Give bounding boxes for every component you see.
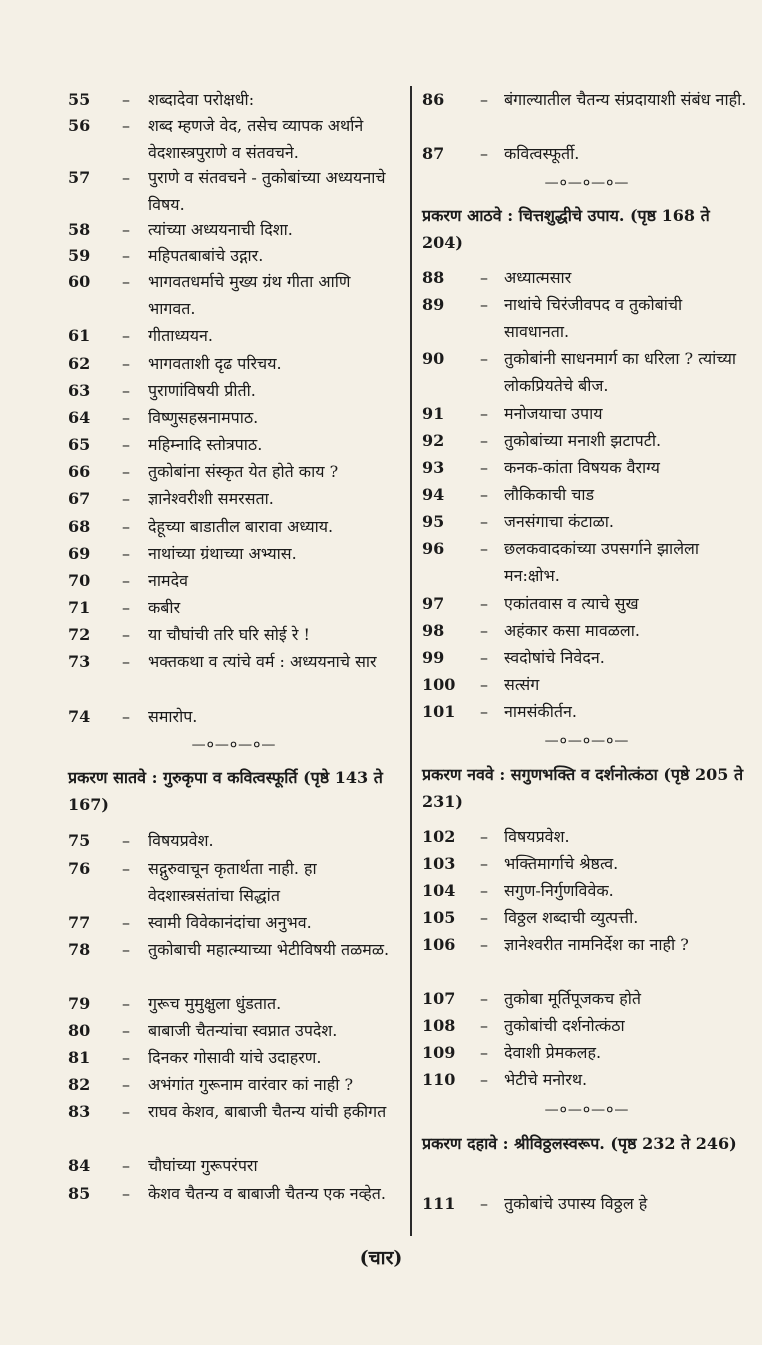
entry-number: 60 [68, 272, 91, 291]
entry-dash: – [122, 381, 130, 400]
entry-dash: – [480, 144, 488, 163]
toc-entry [68, 1044, 400, 1071]
toc-entry [422, 1066, 752, 1093]
entry-dash: – [480, 90, 488, 109]
entry-number: 89 [422, 295, 445, 314]
entry-number: 100 [422, 675, 456, 694]
entry-number: 65 [68, 435, 91, 454]
toc-entry [68, 703, 400, 730]
toc-entry [422, 427, 752, 454]
entry-text: सद्गुरुवाचून कृतार्थता नाही. हा वेदशास्त्रसंतांचा सिद्धांत [148, 859, 317, 905]
entry-dash: – [122, 831, 130, 850]
entry-dash: – [480, 512, 488, 531]
entry-text: तुकोबाची महात्म्याच्या भेटीविषयी तळमळ. [148, 940, 390, 959]
entry-dash: – [480, 431, 488, 450]
entry-number: 55 [68, 90, 91, 109]
entry-dash: – [480, 648, 488, 667]
toc-entry [68, 594, 400, 621]
toc-entry [422, 454, 752, 481]
entry-dash: – [122, 859, 130, 878]
entry-text: या चौघांची तरि घरि सोई रे ! [148, 625, 310, 644]
toc-entry [422, 1039, 752, 1066]
entry-text: पुराणे व संतवचने - तुकोबांच्या अध्ययनाचे विषय. [148, 168, 386, 214]
toc-entry [68, 404, 400, 431]
toc-entry [68, 458, 400, 485]
entry-number: 93 [422, 458, 445, 477]
entry-number: 63 [68, 381, 91, 400]
entry-number: 83 [68, 1102, 91, 1121]
entry-text: गुरूच मुमुक्षुला धुंडतात. [148, 994, 282, 1013]
toc-entry [422, 481, 752, 508]
toc-entry [68, 164, 400, 218]
toc-entry [422, 671, 752, 698]
entry-dash: – [480, 675, 488, 694]
entry-dash: – [122, 652, 130, 671]
toc-entry [422, 535, 752, 589]
toc-entry [422, 345, 752, 399]
entry-text: भक्तिमार्गाचे श्रेष्ठत्व. [504, 854, 619, 873]
entry-number: 101 [422, 702, 456, 721]
entry-text: नाथांच्या ग्रंथाच्या अभ्यास. [148, 544, 297, 563]
toc-entry [68, 216, 400, 243]
entry-number: 80 [68, 1021, 91, 1040]
entry-text: विषयप्रवेश. [148, 831, 214, 850]
entry-number: 107 [422, 989, 456, 1008]
entry-number: 92 [422, 431, 445, 450]
entry-number: 78 [68, 940, 91, 959]
toc-entry [68, 268, 400, 322]
entry-text: छलकवादकांच्या उपसर्गाने झालेला मन:क्षोभ. [504, 539, 700, 585]
entry-number: 62 [68, 354, 91, 373]
toc-entry [68, 112, 400, 166]
entry-number: 104 [422, 881, 456, 900]
entry-number: 94 [422, 485, 445, 504]
entry-dash: – [122, 1156, 130, 1175]
toc-entry [422, 823, 752, 850]
chapter-heading: प्रकरण आठवे : चित्तशुद्धीचे उपाय. (पृष्ठ 168 ते 204) [422, 206, 710, 252]
entry-text: विष्णुसहस्रनामपाठ. [148, 408, 259, 427]
entry-number: 74 [68, 707, 91, 726]
entry-text: कनक-कांता विषयक वैराग्य [504, 458, 660, 477]
entry-text: तुकोबा मूर्तिपूजकच होते [504, 989, 642, 1008]
entry-dash: – [480, 908, 488, 927]
toc-entry [68, 648, 400, 675]
entry-text: समारोप. [148, 707, 198, 726]
entry-number: 111 [422, 1194, 456, 1213]
entry-dash: – [122, 90, 130, 109]
entry-number: 110 [422, 1070, 456, 1089]
entry-dash: – [122, 246, 130, 265]
entry-dash: – [480, 594, 488, 613]
entry-text: केशव चैतन्य व बाबाजी चैतन्य एक नव्हेत. [148, 1184, 386, 1203]
entry-number: 56 [68, 116, 91, 135]
chapter-heading: प्रकरण दहावे : श्रीविठ्ठलस्वरूप. (पृष्ठ 232 ते 246) [422, 1134, 737, 1153]
entry-text: शब्द म्हणजे वेद, तसेच व्यापक अर्थाने वेदशास्त्रपुराणे व संतवचने. [148, 116, 364, 162]
entry-dash: – [122, 1184, 130, 1203]
entry-number: 108 [422, 1016, 456, 1035]
entry-number: 106 [422, 935, 456, 954]
entry-dash: – [122, 462, 130, 481]
entry-number: 57 [68, 168, 91, 187]
entry-number: 95 [422, 512, 445, 531]
entry-text: पुराणांविषयी प्रीती. [148, 381, 256, 400]
entry-text: भागवताशी दृढ परिचय. [148, 354, 282, 373]
entry-dash: – [122, 571, 130, 590]
entry-dash: – [122, 598, 130, 617]
entry-dash: – [480, 881, 488, 900]
toc-entry [422, 590, 752, 617]
toc-entry [422, 617, 752, 644]
entry-number: 66 [68, 462, 91, 481]
chapter-heading: प्रकरण नववे : सगुणभक्ति व दर्शनोत्कंठा (पृष्ठे 205 ते 231) [422, 765, 744, 811]
toc-entry [68, 1152, 400, 1179]
entry-dash: – [480, 485, 488, 504]
section-separator: —०—०—०— [191, 737, 277, 753]
entry-number: 72 [68, 625, 91, 644]
entry-number: 61 [68, 326, 91, 345]
entry-dash: – [122, 489, 130, 508]
entry-text: नाथांचे चिरंजीवपद व तुकोबांची सावधानता. [504, 295, 683, 341]
toc-entry [422, 985, 752, 1012]
entry-number: 99 [422, 648, 445, 667]
toc-entry [422, 904, 752, 931]
entry-text: भागवतधर्माचे मुख्य ग्रंथ गीता आणि भागवत. [148, 272, 351, 318]
entry-number: 109 [422, 1043, 456, 1062]
entry-text: सत्संग [504, 675, 540, 694]
toc-entry [422, 1190, 752, 1217]
entry-text: बंगाल्यातील चैतन्य संप्रदायाशी संबंध नाही. [504, 90, 747, 109]
entry-number: 70 [68, 571, 91, 590]
toc-entry [68, 431, 400, 458]
entry-text: देवाशी प्रेमकलह. [504, 1043, 602, 1062]
toc-entry [68, 86, 400, 113]
entry-dash: – [480, 621, 488, 640]
entry-number: 85 [68, 1184, 91, 1203]
entry-number: 58 [68, 220, 91, 239]
toc-entry [68, 621, 400, 648]
entry-number: 97 [422, 594, 445, 613]
toc-entry [68, 1017, 400, 1044]
entry-number: 69 [68, 544, 91, 563]
column-divider [410, 86, 412, 1236]
entry-text: भेटीचे मनोरथ. [504, 1070, 588, 1089]
toc-entry [422, 850, 752, 877]
toc-entry [422, 877, 752, 904]
entry-dash: – [122, 408, 130, 427]
entry-dash: – [480, 1194, 488, 1213]
entry-number: 75 [68, 831, 91, 850]
toc-entry [68, 322, 400, 349]
entry-number: 71 [68, 598, 91, 617]
section-separator: —०—०—०— [544, 175, 630, 191]
entry-text: शब्दादेवा परोक्षधी: [148, 90, 255, 109]
entry-dash: – [480, 1043, 488, 1062]
entry-text: सगुण-निर्गुणविवेक. [504, 881, 614, 900]
entry-dash: – [480, 854, 488, 873]
toc-entry [422, 931, 752, 958]
section-separator: —०—०—०— [544, 733, 630, 749]
entry-dash: – [122, 1021, 130, 1040]
entry-number: 84 [68, 1156, 91, 1175]
entry-number: 82 [68, 1075, 91, 1094]
entry-number: 96 [422, 539, 445, 558]
entry-text: देहूच्या बाडातील बारावा अध्याय. [148, 517, 334, 536]
entry-text: ज्ञानेश्वरीत नामनिर्देश का नाही ? [504, 935, 689, 954]
toc-entry [68, 242, 400, 269]
entry-number: 64 [68, 408, 91, 427]
entry-text: राघव केशव, बाबाजी चैतन्य यांची हकीगत [148, 1102, 387, 1121]
section-separator: —०—०—०— [544, 1102, 630, 1118]
entry-dash: – [480, 1070, 488, 1089]
entry-number: 59 [68, 246, 91, 265]
entry-text: लौकिकाची चाड [504, 485, 595, 504]
entry-number: 68 [68, 517, 91, 536]
entry-number: 105 [422, 908, 456, 927]
page-number: (चार) [359, 1247, 403, 1269]
entry-dash: – [122, 435, 130, 454]
entry-text: तुकोबांची दर्शनोत्कंठा [504, 1016, 625, 1035]
toc-entry [68, 350, 400, 377]
entry-text: गीताध्ययन. [148, 326, 213, 345]
entry-dash: – [480, 295, 488, 314]
toc-entry [68, 909, 400, 936]
entry-dash: – [122, 326, 130, 345]
entry-dash: – [480, 989, 488, 1008]
toc-entry [422, 400, 752, 427]
entry-text: स्वदोषांचे निवेदन. [504, 648, 605, 667]
entry-text: नामसंकीर्तन. [504, 702, 577, 721]
entry-text: तुकोबांच्या मनाशी झटापटी. [504, 431, 662, 450]
entry-number: 76 [68, 859, 91, 878]
entry-text: दिनकर गोसावी यांचे उदाहरण. [148, 1048, 322, 1067]
toc-entry [422, 698, 752, 725]
entry-dash: – [480, 827, 488, 846]
entry-dash: – [122, 220, 130, 239]
entry-dash: – [122, 168, 130, 187]
entry-number: 103 [422, 854, 456, 873]
entry-dash: – [122, 116, 130, 135]
entry-text: अध्यात्मसार [504, 268, 572, 287]
toc-entry [68, 1180, 400, 1207]
toc-entry [422, 508, 752, 535]
entry-dash: – [480, 349, 488, 368]
toc-entry [422, 86, 752, 113]
entry-text: भक्तकथा व त्यांचे वर्म : अध्ययनाचे सार [148, 652, 377, 671]
toc-entry [68, 827, 400, 854]
entry-number: 88 [422, 268, 445, 287]
toc-entry [68, 936, 400, 963]
entry-text: स्वामी विवेकानंदांचा अनुभव. [148, 913, 312, 932]
entry-text: जनसंगाचा कंटाळा. [504, 512, 614, 531]
toc-entry [68, 990, 400, 1017]
entry-number: 79 [68, 994, 91, 1013]
entry-dash: – [122, 707, 130, 726]
entry-text: कवित्वस्फूर्ती. [504, 144, 580, 163]
toc-entry [422, 1012, 752, 1039]
toc-entry [68, 567, 400, 594]
entry-dash: – [480, 404, 488, 423]
entry-dash: – [480, 268, 488, 287]
entry-number: 73 [68, 652, 91, 671]
entry-text: महिपतबाबांचे उद्गार. [148, 246, 264, 265]
entry-dash: – [480, 702, 488, 721]
entry-number: 86 [422, 90, 445, 109]
entry-number: 67 [68, 489, 91, 508]
entry-dash: – [480, 458, 488, 477]
toc-entry [68, 485, 400, 512]
toc-entry [68, 855, 400, 909]
entry-dash: – [122, 272, 130, 291]
toc-entry [422, 264, 752, 291]
entry-text: विठ्ठल शब्दाची व्युत्पत्ती. [504, 908, 639, 927]
entry-text: मनोजयाचा उपाय [504, 404, 603, 423]
entry-dash: – [122, 913, 130, 932]
toc-entry [422, 291, 752, 345]
entry-text: त्यांच्या अध्ययनाची दिशा. [148, 220, 293, 239]
toc-entry [68, 377, 400, 404]
entry-text: नामदेव [148, 571, 188, 590]
entry-text: महिम्नादि स्तोत्रपाठ. [148, 435, 263, 454]
toc-entry [422, 140, 752, 167]
entry-text: अहंकार कसा मावळला. [504, 621, 640, 640]
entry-text: तुकोबांना संस्कृत येत होते काय ? [148, 462, 339, 481]
entry-text: ज्ञानेश्वरीशी समरसता. [148, 489, 274, 508]
entry-number: 91 [422, 404, 445, 423]
entry-dash: – [122, 1102, 130, 1121]
entry-text: चौघांच्या गुरूपरंपरा [148, 1156, 258, 1175]
entry-dash: – [122, 1048, 130, 1067]
entry-number: 90 [422, 349, 445, 368]
entry-text: एकांतवास व त्याचे सुख [504, 594, 639, 613]
entry-dash: – [122, 544, 130, 563]
entry-number: 98 [422, 621, 445, 640]
entry-dash: – [122, 1075, 130, 1094]
entry-text: तुकोबांचे उपास्य विठ्ठल हे [504, 1194, 648, 1213]
entry-text: बाबाजी चैतन्यांचा स्वप्नात उपदेश. [148, 1021, 338, 1040]
entry-dash: – [122, 517, 130, 536]
entry-number: 77 [68, 913, 91, 932]
chapter-heading: प्रकरण सातवे : गुरुकृपा व कवित्वस्फूर्ति (पृष्ठे 143 ते 167) [68, 768, 383, 814]
entry-dash: – [122, 994, 130, 1013]
entry-dash: – [122, 625, 130, 644]
entry-dash: – [480, 935, 488, 954]
toc-entry [68, 1071, 400, 1098]
toc-entry [422, 644, 752, 671]
toc-entry [68, 513, 400, 540]
entry-text: अभंगांत गुरूनाम वारंवार कां नाही ? [148, 1075, 354, 1094]
entry-number: 81 [68, 1048, 91, 1067]
entry-text: तुकोबांनी साधनमार्ग का धरिला ? त्यांच्या लोकप्रियतेचे बीज. [504, 349, 737, 395]
entry-number: 87 [422, 144, 445, 163]
entry-dash: – [122, 940, 130, 959]
toc-entry [68, 540, 400, 567]
toc-entry [68, 1098, 400, 1125]
entry-dash: – [480, 1016, 488, 1035]
entry-text: कबीर [148, 598, 181, 617]
entry-dash: – [480, 539, 488, 558]
entry-dash: – [122, 354, 130, 373]
entry-number: 102 [422, 827, 456, 846]
entry-text: विषयप्रवेश. [504, 827, 570, 846]
